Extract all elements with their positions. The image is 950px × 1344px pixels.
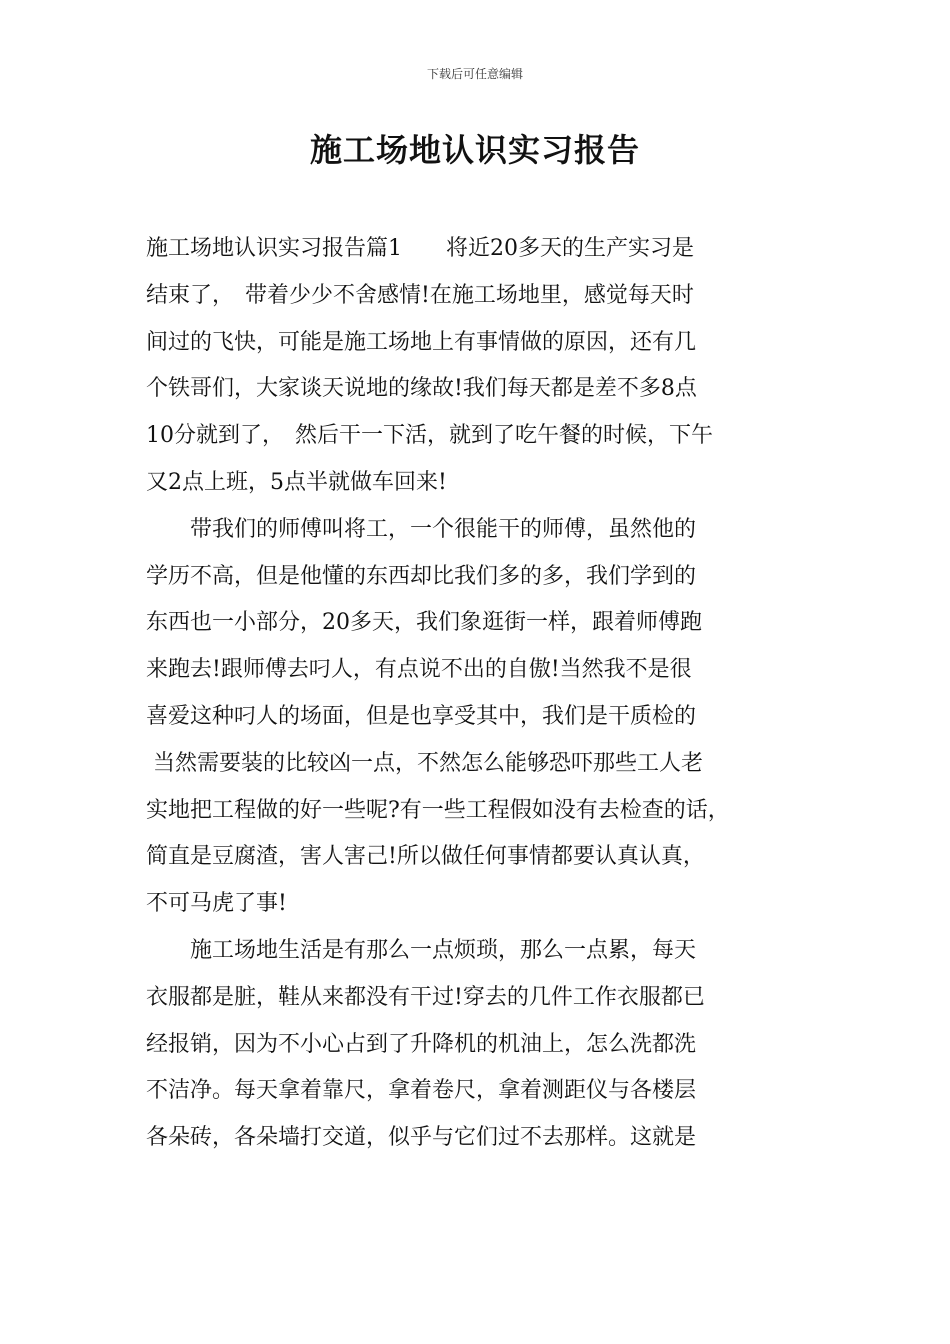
text-line: 不洁净。每天拿着靠尺，拿着卷尺，拿着测距仪与各楼层: [146, 1078, 697, 1104]
text-line: 又2点上班，5点半就做车回来!: [146, 469, 447, 495]
text-line: 实地把工程做的好一些呢?有一些工程假如没有去检查的话，: [146, 797, 730, 823]
text-line: 施工场地生活是有那么一点烦琐，那么一点累，每天: [146, 937, 697, 963]
text-line: 带我们的师傅叫将工，一个很能干的师傅，虽然他的: [146, 516, 697, 542]
document-title: 施工场地认识实习报告: [309, 131, 640, 169]
text-line: 施工场地认识实习报告篇1 将近20多天的生产实习是: [146, 236, 694, 261]
text-line: 10分就到了， 然后干一下活，就到了吃午餐的时候，下午: [146, 423, 713, 449]
text-line: 当然需要装的比较凶一点，不然怎么能够恐吓那些工人老: [146, 750, 703, 776]
text-line: 来跑去!跟师傅去叼人，有点说不出的自傲!当然我不是很: [146, 657, 692, 683]
header-note: 下载后可任意编辑: [426, 67, 523, 81]
text-line: 各朵砖，各朵墙打交道，似乎与它们过不去那样。这就是: [146, 1125, 697, 1151]
document-body: [146, 226, 826, 1162]
text-line: 经报销，因为不小心占到了升降机的机油上，怎么洗都洗: [146, 1031, 697, 1057]
text-line: 东西也一小部分，20多天，我们象逛街一样，跟着师傅跑: [146, 610, 702, 636]
text-line: 间过的飞快，可能是施工场地上有事情做的原因，还有几: [146, 329, 697, 355]
text-line: 个铁哥们，大家谈天说地的缘故!我们每天都是差不多8点: [146, 376, 697, 402]
text-line: 喜爱这种叼人的场面，但是也享受其中，我们是干质检的: [146, 703, 697, 729]
text-line: 结束了， 带着少少不舍感情!在施工场地里，感觉每天时: [146, 282, 694, 308]
text-line: 衣服都是脏，鞋从来都没有干过!穿去的几件工作衣服都已: [146, 984, 705, 1010]
text-line: 不可马虎了事!: [146, 891, 287, 917]
text-line: 学历不高，但是他懂的东西却比我们多的多，我们学到的: [146, 563, 697, 589]
text-line: 简直是豆腐渣，害人害己!所以做任何事情都要认真认真，: [146, 844, 705, 870]
